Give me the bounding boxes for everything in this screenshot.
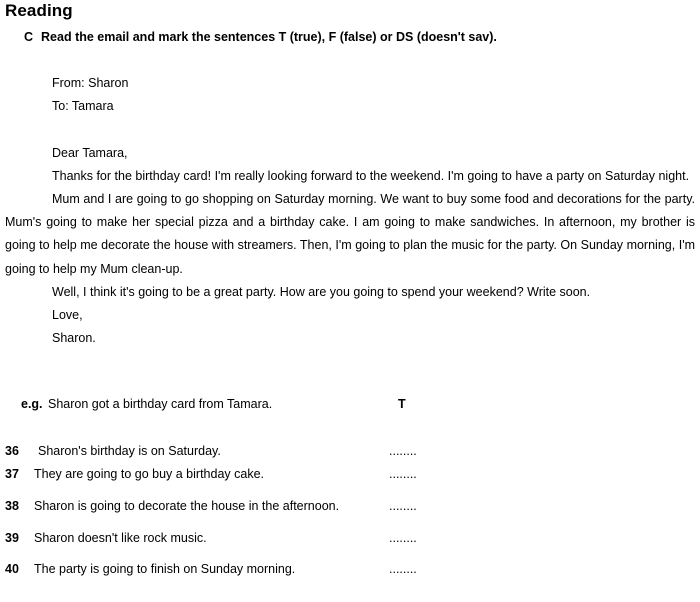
question-text: Sharon's birthday is on Saturday. [38,444,221,458]
question-number: 36 [5,444,19,458]
email-paragraph: Well, I think it's going to be a great party. How are you going to spend your weekend? Write soon. [52,284,591,299]
question-number: 39 [5,531,19,545]
answer-blank[interactable]: ........ [389,562,417,576]
question-item [0,562,700,584]
question-item [0,499,700,521]
question-item [0,444,700,466]
question-number: 40 [5,562,19,576]
question-number: 37 [5,467,19,481]
email-paragraph: Mum and I are going to go shopping on Saturday morning. We want to buy some food and decorations for the party. Mum's going to make her special pizza and a birthday cake. I am going to make sandwiches. In afternoon, my brother is going to help me decorate the house with streamers. Then, I'm going to plan the music for the party. On Sunday morning, I'm going to help my Mum clean-up. [5,192,695,276]
email-paragraph: Thanks for the birthday card! I'm really looking forward to the weekend. I'm going to have a party on Saturday night. [52,168,690,183]
email-from-line: From: Sharon [52,76,129,90]
email-closing: Love, [52,308,83,323]
answer-blank[interactable]: ........ [389,467,417,481]
email-body [5,72,695,350]
email-greeting: Dear Tamara, [52,145,128,160]
answer-blank[interactable]: ........ [389,531,417,545]
email-to-line: To: Tamara [52,99,114,114]
instruction-text: Read the email and mark the sentences T (true), F (false) or DS (doesn't sav). [41,30,497,44]
section-letter: C [24,30,34,44]
question-item [0,467,700,489]
question-text: Sharon doesn't like rock music. [34,531,207,545]
question-text: The party is going to finish on Sunday morning. [34,562,296,576]
example-item [0,397,700,419]
question-text: Sharon is going to decorate the house in the afternoon. [34,499,340,513]
example-text: Sharon got a birthday card from Tamara. [48,397,273,411]
example-label: e.g. [21,397,43,411]
example-answer: T [398,397,406,411]
spacer [5,118,695,141]
question-text: They are going to go buy a birthday cake. [34,467,265,481]
question-number: 38 [5,499,19,513]
answer-blank[interactable]: ........ [389,499,417,513]
instruction [24,30,497,44]
section-title: Reading [5,1,73,20]
question-item [0,531,700,553]
answer-blank[interactable]: ........ [389,444,417,458]
email-signature: Sharon. [52,331,96,346]
